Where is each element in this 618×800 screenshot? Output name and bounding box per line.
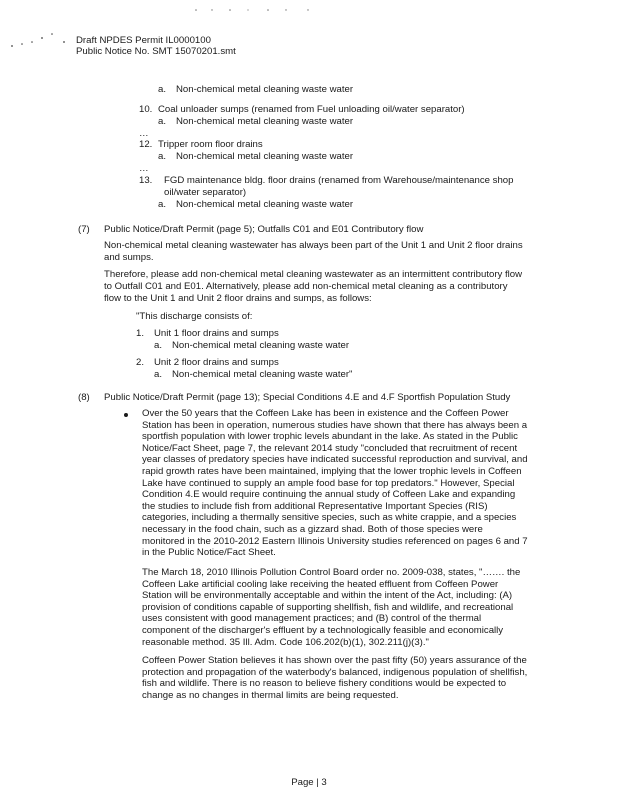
paragraph-line: provision of conditions capable of supporting shellfish, fish and wildlife, and recreational (142, 601, 514, 613)
paragraph-line: to Outfall C01 and E01. Alternatively, please add non-chemical metal cleaning as a contributory (104, 281, 508, 292)
section-title: Public Notice/Draft Permit (page 13); Special Conditions 4.E and 4.F Sportfish Population Study (104, 392, 511, 403)
list-item-num: 12. (139, 139, 153, 150)
page-number: Page | 3 (291, 777, 327, 788)
paragraph-line: fish and wildlife. There is no reason to believe fishery conditions would be expected to (142, 678, 507, 690)
list-item-text: oil/water separator) (164, 187, 247, 198)
paragraph-line: sportfish population with lower trophic levels abundant in the lake. As stated in the Public (142, 431, 518, 443)
list-item-num: a. (158, 116, 167, 127)
paragraph-line: change as no changes in thermal limits are being requested. (142, 689, 399, 701)
paragraph-line: protection and propagation of the waterbody's balanced, indigenous population of shellfish, (142, 666, 528, 678)
list-item-text: Non-chemical metal cleaning waste water (176, 199, 354, 210)
paragraph-line: and sumps. (104, 252, 154, 263)
list-item-text: Non-chemical metal cleaning waste water (176, 151, 354, 162)
paragraph-line: in the Public Notice/Fact Sheet. (142, 547, 276, 559)
paragraph-line: Lake have continued to supply an ample food base for top predators." However, Special (142, 477, 515, 489)
paragraph-line: the studies to include fish from additional Representative Important Species (RIS) (142, 500, 488, 512)
paragraph-line: Notice/Fact Sheet, page 7, the relevant 2014 study "concluded that recruitment of recent (142, 442, 518, 454)
paragraph-line: necessary in the food chain, such as a gizzard shad. Both of those species were (142, 523, 483, 535)
list-item-text: Coal unloader sumps (renamed from Fuel unloading oil/water separator) (158, 104, 465, 115)
list-ellipsis: … (139, 128, 149, 139)
paragraph-line: component of the discharger's effluent by a technologically feasible and economically (142, 624, 504, 636)
paragraph-line: uses consistent with good management practices; and (B) control of the thermal (142, 613, 482, 625)
list-item-num: 13. (139, 175, 153, 186)
quoted-paragraph (142, 567, 549, 648)
list-item-num: a. (154, 340, 163, 351)
bullet-paragraph (142, 408, 549, 559)
paragraph-line: categories, including a thermally sensitive species, such as white crappie, and a species (142, 512, 517, 524)
paragraph-line: reasonable method. 35 Ill. Adm. Code 106.202(b)(1), 302.211(j)(3)." (142, 636, 429, 648)
paragraph-line: rapid growth rates have been maintained, implying that the lower trophic levels in Coffeen (142, 465, 522, 477)
document-header (76, 35, 236, 57)
closing-paragraph (142, 655, 549, 701)
paragraph-line: Coffeen Lake artificial cooling lake receiving the heated effluent from Coffeen Power (142, 578, 499, 590)
paragraph-line: Station will be environmentally acceptable and within the intent of the Act, including: (A) (142, 590, 513, 602)
list-item-text: Unit 2 floor drains and sumps (154, 357, 279, 368)
scan-speckle-left (8, 30, 68, 52)
list-item-num: 10. (139, 104, 153, 115)
list-item-text: Non-chemical metal cleaning waste water" (172, 369, 353, 380)
paragraph-line: monitored in the 2010-2012 Eastern Illinois University studies referenced on pages 6 and 7 (142, 535, 528, 547)
paragraph-line: Over the 50 years that the Coffeen Lake has been in existence and the Coffeen Power (142, 408, 509, 419)
list-item-num: a. (158, 84, 167, 95)
list-item-text: Tripper room floor drains (158, 139, 263, 150)
list-item-num: 2. (136, 357, 145, 368)
list-item-text: Non-chemical metal cleaning waste water (176, 116, 354, 127)
list-ellipsis: … (139, 163, 149, 174)
paragraph-line: Therefore, please add non-chemical metal cleaning wastewater as an intermittent contributory flow (104, 269, 523, 280)
list-item-text: Unit 1 floor drains and sumps (154, 328, 279, 339)
section-number: (7) (78, 224, 90, 235)
section-number: (8) (78, 392, 90, 403)
section-title: Public Notice/Draft Permit (page 5); Outfalls C01 and E01 Contributory flow (104, 224, 424, 235)
list-item-text: Non-chemical metal cleaning waste water (176, 84, 354, 95)
paragraph-line: flow to the Unit 1 and Unit 2 floor drains and sumps, as follows: (104, 293, 372, 304)
list-item-num: a. (154, 369, 163, 380)
scan-speckle-top (190, 8, 330, 12)
paragraph-line: Coffeen Power Station believes it has shown over the past fifty (50) years assurance of the (142, 655, 527, 666)
paragraph-line: Condition 4.E would require continuing the annual study of Coffeen Lake and expanding (142, 489, 516, 501)
permit-number: Draft NPDES Permit IL0000100 (76, 35, 211, 46)
list-item-num: a. (158, 151, 167, 162)
bullet-icon (124, 413, 128, 417)
paragraph-line: Station has been in operation, numerous studies have shown that there has always been a (142, 419, 528, 431)
list-item-text: FGD maintenance bldg. floor drains (renamed from Warehouse/maintenance shop (164, 175, 514, 186)
paragraph-line: year classes of predatory species have indicated successful reproduction and survival, and (142, 454, 528, 466)
quote-intro: "This discharge consists of: (136, 311, 253, 322)
list-item-num: a. (158, 199, 167, 210)
paragraph-line: The March 18, 2010 Illinois Pollution Control Board order no. 2009-038, states, "……. the (142, 567, 521, 578)
list-item-num: 1. (136, 328, 145, 339)
public-notice-number: Public Notice No. SMT 15070201.smt (76, 46, 236, 57)
paragraph-line: Non-chemical metal cleaning wastewater has always been part of the Unit 1 and Unit 2 floor drains (104, 240, 523, 251)
list-item-text: Non-chemical metal cleaning waste water (172, 340, 350, 351)
